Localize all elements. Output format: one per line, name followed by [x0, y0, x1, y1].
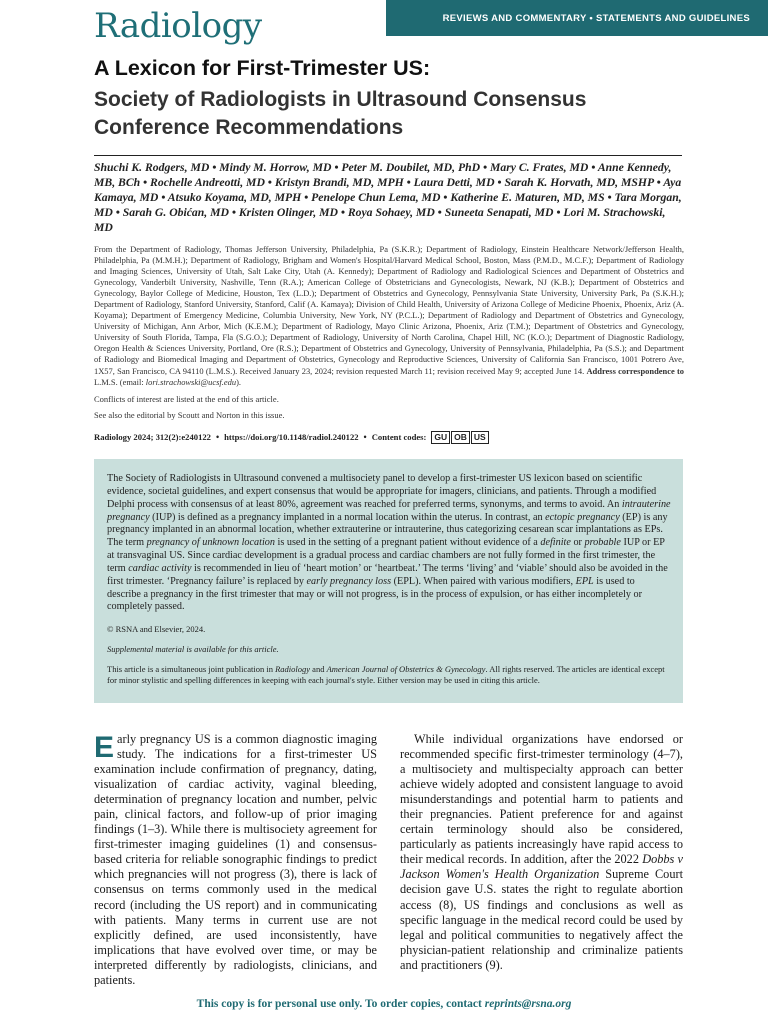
content-codes: [431, 431, 488, 444]
abstract-run: (EPL). When paired with various modifiers,: [391, 575, 576, 587]
abstract-text: [107, 473, 671, 614]
affiliations: [94, 244, 684, 388]
body-column-right: [400, 732, 683, 973]
abstract-run: or: [570, 537, 585, 549]
footer-text: This copy is for personal use only. To order copies, contact: [196, 998, 485, 1010]
body-paragraph: Supreme Court decision gave U.S. states the right to regulate abortion access (8), US findings and conclusions as well as specific language in the medical record could be used by legal and political communities to negatively affect the physician-patient relationship and criminalize patients and practitioners (9).: [400, 867, 683, 972]
abstract-term: definite: [540, 537, 571, 549]
body-paragraph: arly pregnancy US is a common diagnostic imaging study. The indications for a first-trimester US examination include confirmation of pregnancy, dating, visualization of cardiac activity, vaginal bleeding, determination of pregnancy location and number, pelvic pain, clinical factors, and follow-up of prior imaging findings (1–3). While there is multisociety agreement for first-trimester imaging guidelines (1) and consensus-based criteria for reliable sonographic findings to predict which pregnancies will not progress (3), there is lack of consensus on terms commonly used in the medical record (including the US report) and in communicating with patients. Many terms in current use are not explicitly defined, are used inconsistently, have implications that have evolved over time, or may be interpreted differently by radiologists, clinicians, and patients.: [94, 732, 377, 987]
editorial-note: See also the editorial by Scoutt and Norton in this issue.: [94, 410, 285, 420]
abstract-run: is used to describe a pregnancy in the first trimester that may or will not progress, is in the process of expulsion, or has either incompletely or completely passed.: [107, 575, 642, 613]
abstract-term: probable: [584, 537, 621, 549]
journal-masthead: Radiology: [94, 6, 262, 46]
abstract-term: EPL: [575, 575, 594, 587]
reprints-email[interactable]: reprints@rsna.org: [484, 998, 572, 1010]
joint-publication-note: [107, 664, 671, 687]
abstract-run: is used in the setting of a pregnant patient without evidence of a: [274, 537, 541, 549]
copyright-line: © RSNA and Elsevier, 2024.: [107, 624, 206, 635]
address-end: ).: [236, 376, 241, 387]
reprint-footer: [0, 998, 768, 1010]
section-banner: [386, 0, 768, 36]
separator-dot: •: [363, 432, 367, 442]
title-divider: [94, 155, 682, 156]
supplemental-note: Supplemental material is available for this article.: [107, 644, 279, 655]
body-column-left: [94, 732, 377, 988]
address-text: L.M.S. (email:: [94, 376, 146, 387]
abstract-run: (EP) is any pregnancy implanted in an abnormal location, whether extrauterine or intrauterine, thus categorizing cesarean scar implantations as EPs. The term: [107, 511, 668, 549]
abstract-term: ectopic pregnancy: [545, 511, 620, 523]
abstract-term: early pregnancy loss: [306, 575, 392, 587]
content-code-badge: GU: [431, 431, 450, 444]
abstract-run: (IUP) is defined as a pregnancy implanted in a normal location within the uterus. In contrast, an: [149, 511, 546, 523]
case-name: Dobbs v Jackson Women's Health Organization: [400, 852, 683, 882]
citation-line: [94, 430, 489, 444]
content-code-badge: OB: [451, 431, 470, 444]
conflicts-note: Conflicts of interest are listed at the end of this article.: [94, 394, 279, 404]
abstract-term: pregnancy of unknown location: [146, 537, 275, 549]
abstract-run: IUP or EP at transvaginal US. Since cardiac development is a gradual process and cardiac chambers are not fully formed in the first trimester, the term: [107, 537, 665, 574]
citation-ref: Radiology 2024; 312(2):e240122: [94, 432, 211, 442]
article-subtitle: Society of Radiologists in Ultrasound Consensus Conference Recommendations: [94, 88, 587, 139]
journal-name: American Journal of Obstetrics & Gynecology: [326, 663, 486, 674]
separator-dot: •: [215, 432, 220, 442]
joint-run: This article is a simultaneous joint publication in: [107, 663, 276, 674]
journal-name: Radiology: [275, 663, 311, 674]
body-paragraph: While individual organizations have endorsed or recommended specific first-trimester terminology (4–7), a multisociety and multispecialty approach can better achieve widely adopted and consistent language to avoid misunderstandings and potential harm to patients and their pregnancies. Patient preference for and against certain terminology should also be considered, particularly as patients increasingly have rapid access to their medical records. In addition, after the 2022: [400, 732, 683, 867]
section-label: REVIEWS AND COMMENTARY • STATEMENTS AND GUIDELINES: [442, 12, 750, 24]
correspondence-email[interactable]: lori.strachowski@ucsf.edu: [145, 376, 237, 387]
affiliations-text: From the Department of Radiology, Thomas Jefferson University, Philadelphia, Pa (S.K.R.); Department of Radiology, Einstein Healthcare Network/Jefferson Health, Philadelphia, Pa (M.M.H.); Department of Radiology, Brigham and Women's Hospital/Harvard Medical School, Boston, Mass (P.M.D., M.C.F.); Department of Radiology and Imaging Sciences, University of Utah, Salt Lake City, Utah (A. Kennedy); Department of Radiology and Radiological Sciences and Department of Obstetrics and Gynecology, Vanderbilt University, Nashville, Tenn (R.A.); American College of Obstetricians and Gynecologists, Newark, NJ (K.B.); Department of Obstetrics and Gynecology, Baylor College of Medicine, Houston, Tex (L.D.); Department of Obstetrics and Gynecology, Pennsylvania State University, University Park, Pa (S.K.H.); Department of Radiology, Stanford University, Stanford, Calif (A. Kamaya); Division of Child Health, University of Arizona College of Medicine Phoenix, Phoenix, Ariz (A. Koyama); Department of Emergency Medicine, Columbia University, New York, NY (P.C.L.); Department of Radiology and Department of Obstetrics and Gynecology, University of Michigan, Ann Arbor, Mich (K.E.M.); Department of Radiology, Mayo Clinic Arizona, Phoenix, Ariz (T.M.); Department of Obstetrics and Gynecology, University of South Florida, Tampa, Fla (S.G.O.); Department of Radiology, University of North Carolina, Chapel Hill, NC (K.O.); Department of Diagnostic Radiology, Oregon Health & Sciences University, Portland, Ore (R.S.); Department of Obstetrics and Gynecology, University of Pennsylvania, Philadelphia, Pa (S.S.); and Department of Radiology and Biomedical Imaging and Department of Obstetrics, Gynecology and Reproductive Sciences, University of California San Francisco, 1001 Potrero Ave, 1X57, San Francisco, CA 94110 (L.M.S.). Received January 23, 2024; revision requested March 11; revision received May 9; accepted June 14.: [94, 244, 684, 376]
article-title: A Lexicon for First-Trimester US:: [94, 56, 431, 80]
abstract-box: [94, 459, 683, 703]
abstract-term: cardiac activity: [128, 562, 192, 574]
address-label: Address correspondence to: [586, 365, 684, 376]
drop-cap: E: [94, 731, 115, 764]
joint-run: and: [310, 663, 327, 674]
content-codes-label: Content codes:: [371, 432, 427, 442]
doi-link[interactable]: https://doi.org/10.1148/radiol.240122: [224, 432, 359, 442]
author-list: Shuchi K. Rodgers, MD • Mindy M. Horrow, MD • Peter M. Doubilet, MD, PhD • Mary C. Frates, MD • Anne Kennedy, MB, BCh • Rochelle Andreotti, MD • Kristyn Brandi, MD, MPH • Laura Detti, MD • Sarah K. Horvath, MD, MSHP • Aya Kamaya, MD • Atsuko Koyama, MD, MPH • Penelope Chun Lema, MD • Katherine E. Maturen, MD, MS • Tara Morgan, MD • Sarah G. Obićan, MD • Kristen Olinger, MD • Roya Sohaey, MD • Suneeta Senapati, MD • Lori M. Strachowski, MD: [94, 161, 682, 234]
content-code-badge: US: [471, 431, 489, 444]
abstract-run: The Society of Radiologists in Ultrasound convened a multisociety panel to develop a first-trimester US lexicon based on scientific evidence, societal guidelines, and expert consensus that would be appropriate for imagers, clinicians, and patients. Through a modified Delphi process with consensus of at least 80%, agreement was reached for preferred terms, synonyms, and terms to avoid. An: [107, 473, 657, 510]
joint-run: . All rights reserved. The articles are identical except for minor stylistic and spelling differences in keeping with each journal's style. Either version may be used in citing this article.: [107, 663, 665, 686]
abstract-run: is recommended in lieu of ‘heart motion’ or ‘heartbeat.’ The terms ‘living’ and ‘viable’ should also be avoided in the first trimester. ‘Pregnancy failure’ is replaced by: [107, 562, 668, 587]
abstract-term: intrauterine pregnancy: [107, 498, 671, 523]
